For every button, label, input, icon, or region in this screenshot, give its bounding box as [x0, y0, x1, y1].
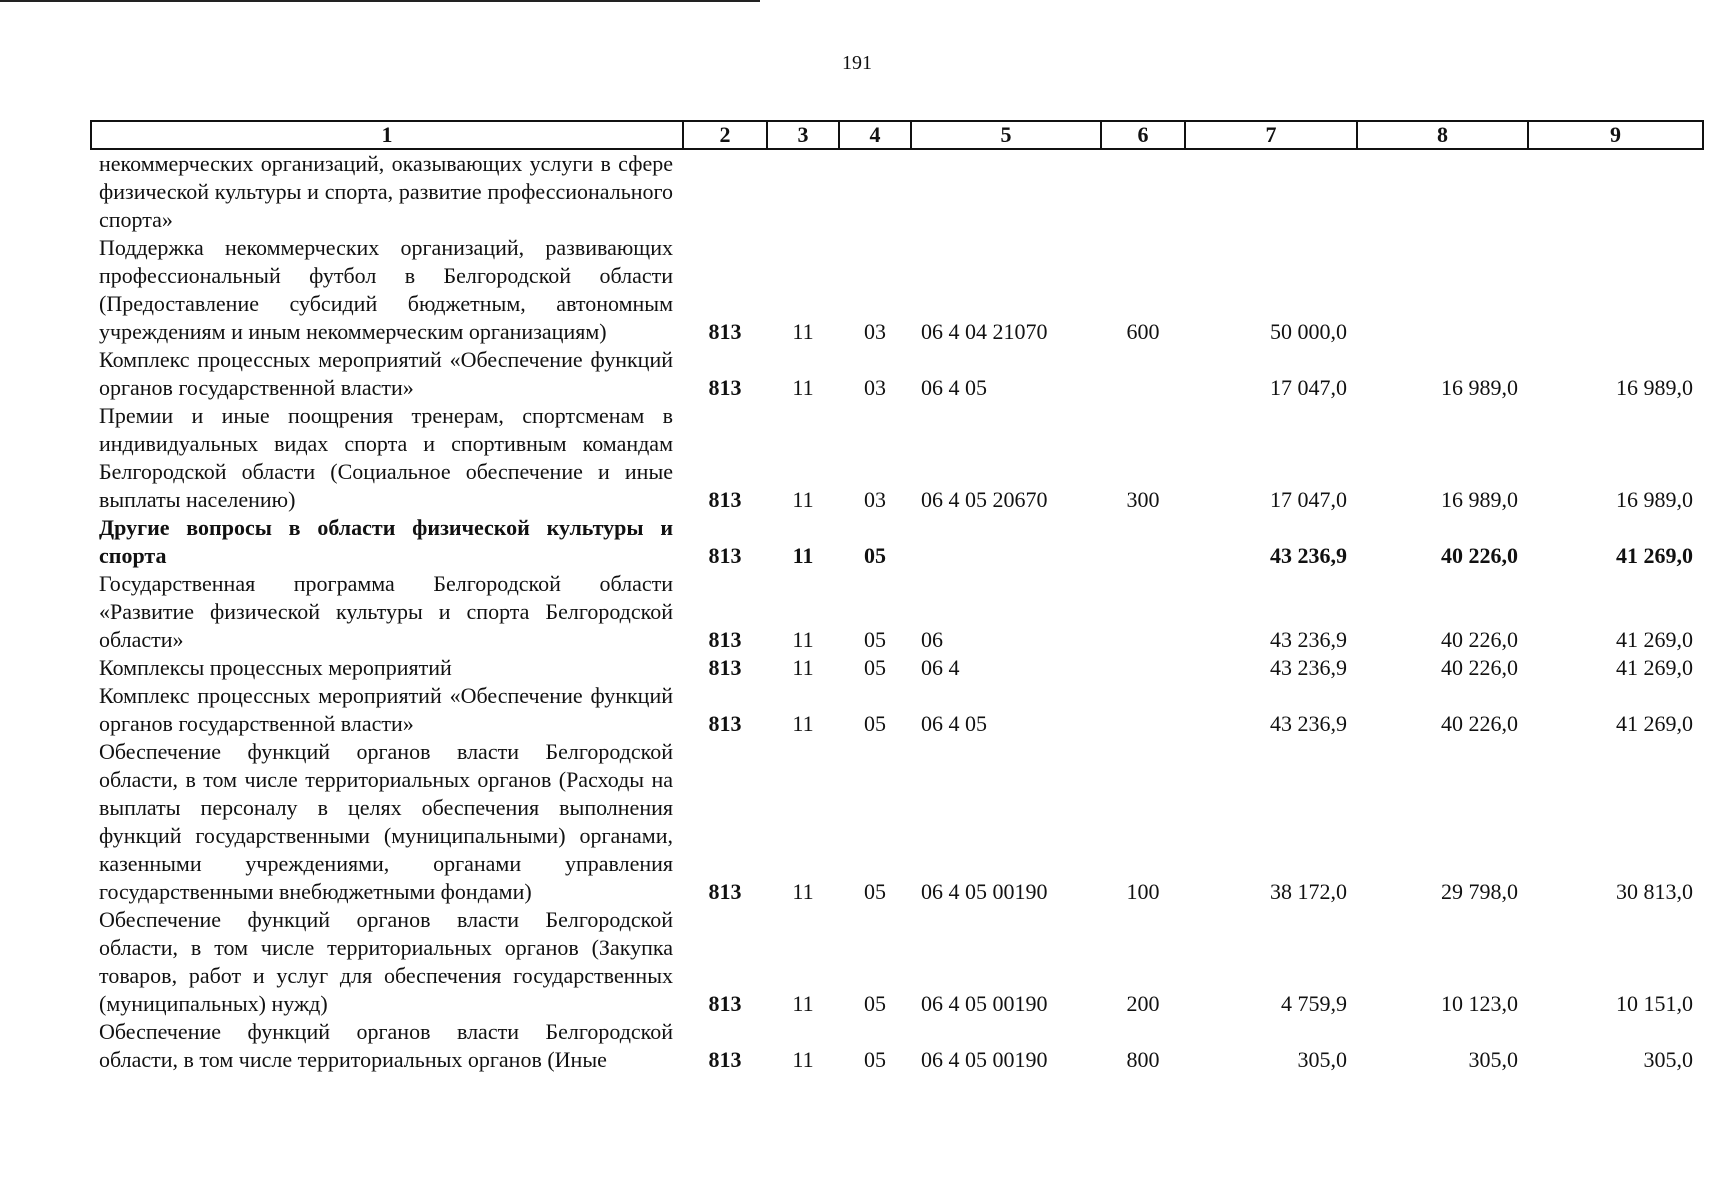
row-gr-code: 813	[708, 375, 742, 400]
budget-table	[90, 120, 1704, 1074]
row-vr-code: 200	[1126, 991, 1160, 1016]
row-gr-code: 813	[708, 991, 742, 1016]
row-csr-code: 06 4 05	[921, 375, 987, 400]
header-col-3: 3	[767, 121, 839, 149]
row-csr-code: 06 4 05 00190	[921, 991, 1048, 1016]
row-vr-code: 100	[1126, 879, 1160, 904]
row-csr-code: 06 4	[921, 655, 960, 680]
row-value-2025: 305,0	[1643, 1047, 1693, 1072]
row-csr-code: 06	[921, 627, 943, 652]
row-value-2024	[1357, 234, 1528, 346]
header-col-9: 9	[1528, 121, 1703, 149]
row-value-2025: 41 269,0	[1616, 711, 1693, 736]
row-name: Обеспечение функций органов власти Белгородской области, в том числе территориальных органов (Иные	[99, 1019, 673, 1072]
row-rz-code: 11	[792, 879, 814, 904]
row-vr-code	[1101, 514, 1185, 570]
row-csr-code	[911, 514, 1101, 570]
row-value-2023: 43 236,9	[1270, 627, 1347, 652]
row-rz-code: 11	[792, 991, 814, 1016]
row-gr-code: 813	[708, 543, 742, 568]
row-value-2025: 30 813,0	[1616, 879, 1693, 904]
row-vr-code	[1101, 654, 1185, 682]
row-gr-code: 813	[708, 319, 742, 344]
table-row	[91, 906, 1703, 1018]
row-rz-code: 11	[792, 711, 814, 736]
row-value-2023: 17 047,0	[1270, 375, 1347, 400]
row-vr-code	[1101, 149, 1185, 234]
row-rz-code: 11	[792, 627, 814, 652]
row-csr-code: 06 4 04 21070	[921, 319, 1048, 344]
row-value-2024: 40 226,0	[1441, 655, 1518, 680]
row-pr-code: 05	[864, 655, 886, 680]
row-pr-code: 03	[864, 375, 886, 400]
row-vr-code	[1101, 570, 1185, 654]
row-pr-code: 05	[864, 991, 886, 1016]
header-col-5: 5	[911, 121, 1101, 149]
table-body	[91, 149, 1703, 1074]
row-name: Комплекс процессных мероприятий «Обеспечение функций органов государственной власти»	[99, 683, 673, 736]
row-value-2024: 305,0	[1468, 1047, 1518, 1072]
table-row	[91, 234, 1703, 346]
row-vr-code	[1101, 346, 1185, 402]
row-value-2024: 29 798,0	[1441, 879, 1518, 904]
row-value-2024: 40 226,0	[1441, 543, 1518, 568]
table-row	[91, 682, 1703, 738]
row-value-2024: 40 226,0	[1441, 627, 1518, 652]
row-name: Комплексы процессных мероприятий	[99, 655, 452, 680]
row-name: Поддержка некоммерческих организаций, развивающих профессиональный футбол в Белгородской области (Предоставление субсидий бюджетным, автономным учреждениям и иным некоммерческим организациям)	[99, 235, 673, 344]
row-value-2024: 40 226,0	[1441, 711, 1518, 736]
row-value-2025	[1528, 149, 1703, 234]
table-row	[91, 149, 1703, 234]
row-vr-code: 300	[1126, 487, 1160, 512]
row-pr-code: 03	[864, 319, 886, 344]
row-value-2023: 38 172,0	[1270, 879, 1347, 904]
table-row	[91, 738, 1703, 906]
header-col-8: 8	[1357, 121, 1528, 149]
row-rz-code: 11	[792, 543, 814, 568]
row-value-2025: 10 151,0	[1616, 991, 1693, 1016]
table-row	[91, 570, 1703, 654]
row-value-2025: 16 989,0	[1616, 375, 1693, 400]
row-value-2023: 50 000,0	[1270, 319, 1347, 344]
row-vr-code: 800	[1126, 1047, 1160, 1072]
row-csr-code	[911, 149, 1101, 234]
row-value-2025: 41 269,0	[1616, 655, 1693, 680]
row-pr-code: 05	[864, 879, 886, 904]
row-value-2023: 43 236,9	[1270, 543, 1347, 568]
row-csr-code: 06 4 05 00190	[921, 1047, 1048, 1072]
row-rz-code: 11	[792, 655, 814, 680]
row-value-2025: 41 269,0	[1616, 627, 1693, 652]
row-pr-code: 05	[864, 711, 886, 736]
row-name: Комплекс процессных мероприятий «Обеспечение функций органов государственной власти»	[99, 347, 673, 400]
row-value-2023: 305,0	[1297, 1047, 1347, 1072]
row-gr-code: 813	[708, 711, 742, 736]
row-csr-code: 06 4 05 00190	[921, 879, 1048, 904]
row-value-2024: 16 989,0	[1441, 487, 1518, 512]
header-col-2: 2	[683, 121, 767, 149]
row-pr-code: 05	[864, 543, 886, 568]
row-gr-code: 813	[708, 879, 742, 904]
row-value-2023: 4 759,9	[1281, 991, 1347, 1016]
header-col-1: 1	[91, 121, 683, 149]
row-pr-code: 03	[864, 487, 886, 512]
row-csr-code: 06 4 05 20670	[921, 487, 1048, 512]
header-col-6: 6	[1101, 121, 1185, 149]
row-value-2024: 10 123,0	[1441, 991, 1518, 1016]
table-row	[91, 514, 1703, 570]
table-row	[91, 346, 1703, 402]
page-number: 191	[842, 52, 872, 74]
row-value-2023: 43 236,9	[1270, 711, 1347, 736]
header-col-7: 7	[1185, 121, 1357, 149]
row-rz-code: 11	[792, 375, 814, 400]
row-rz-code: 11	[792, 319, 814, 344]
row-vr-code	[1101, 682, 1185, 738]
row-rz-code	[767, 149, 839, 234]
table-row	[91, 654, 1703, 682]
row-pr-code: 05	[864, 627, 886, 652]
row-value-2023: 17 047,0	[1270, 487, 1347, 512]
row-gr-code	[683, 149, 767, 234]
table-row	[91, 402, 1703, 514]
row-value-2023	[1185, 149, 1357, 234]
header-row	[91, 121, 1703, 149]
row-vr-code: 600	[1126, 319, 1160, 344]
table-row	[91, 1018, 1703, 1074]
row-gr-code: 813	[708, 655, 742, 680]
row-csr-code: 06 4 05	[921, 711, 987, 736]
row-gr-code: 813	[708, 627, 742, 652]
top-rule	[0, 0, 760, 2]
row-pr-code: 05	[864, 1047, 886, 1072]
row-name: Другие вопросы в области физической культуры и спорта	[99, 515, 673, 568]
header-col-4: 4	[839, 121, 911, 149]
row-value-2025	[1528, 234, 1703, 346]
row-name: Обеспечение функций органов власти Белгородской области, в том числе территориальных органов (Закупка товаров, работ и услуг для обеспечения государственных (муниципальных) нужд)	[99, 907, 673, 1016]
row-gr-code: 813	[708, 1047, 742, 1072]
row-rz-code: 11	[792, 487, 814, 512]
row-gr-code: 813	[708, 487, 742, 512]
row-value-2025: 41 269,0	[1616, 543, 1693, 568]
row-value-2023: 43 236,9	[1270, 655, 1347, 680]
row-name: некоммерческих организаций, оказывающих услуги в сфере физической культуры и спорта, развитие профессионального спорта»	[99, 151, 673, 232]
row-name: Премии и иные поощрения тренерам, спортсменам в индивидуальных видах спорта и спортивным командам Белгородской области (Социальное обеспечение и иные выплаты населению)	[99, 403, 673, 512]
row-value-2024	[1357, 149, 1528, 234]
row-pr-code	[839, 149, 911, 234]
row-name: Обеспечение функций органов власти Белгородской области, в том числе территориальных органов (Расходы на выплаты персоналу в целях обеспечения выполнения функций государственными (муниципальными) органами, казенными учреждениями, органами управления государственными внебюджетными фондами)	[99, 739, 673, 904]
row-name: Государственная программа Белгородской области «Развитие физической культуры и спорта Белгородской области»	[99, 571, 673, 652]
row-value-2025: 16 989,0	[1616, 487, 1693, 512]
row-rz-code: 11	[792, 1047, 814, 1072]
row-value-2024: 16 989,0	[1441, 375, 1518, 400]
